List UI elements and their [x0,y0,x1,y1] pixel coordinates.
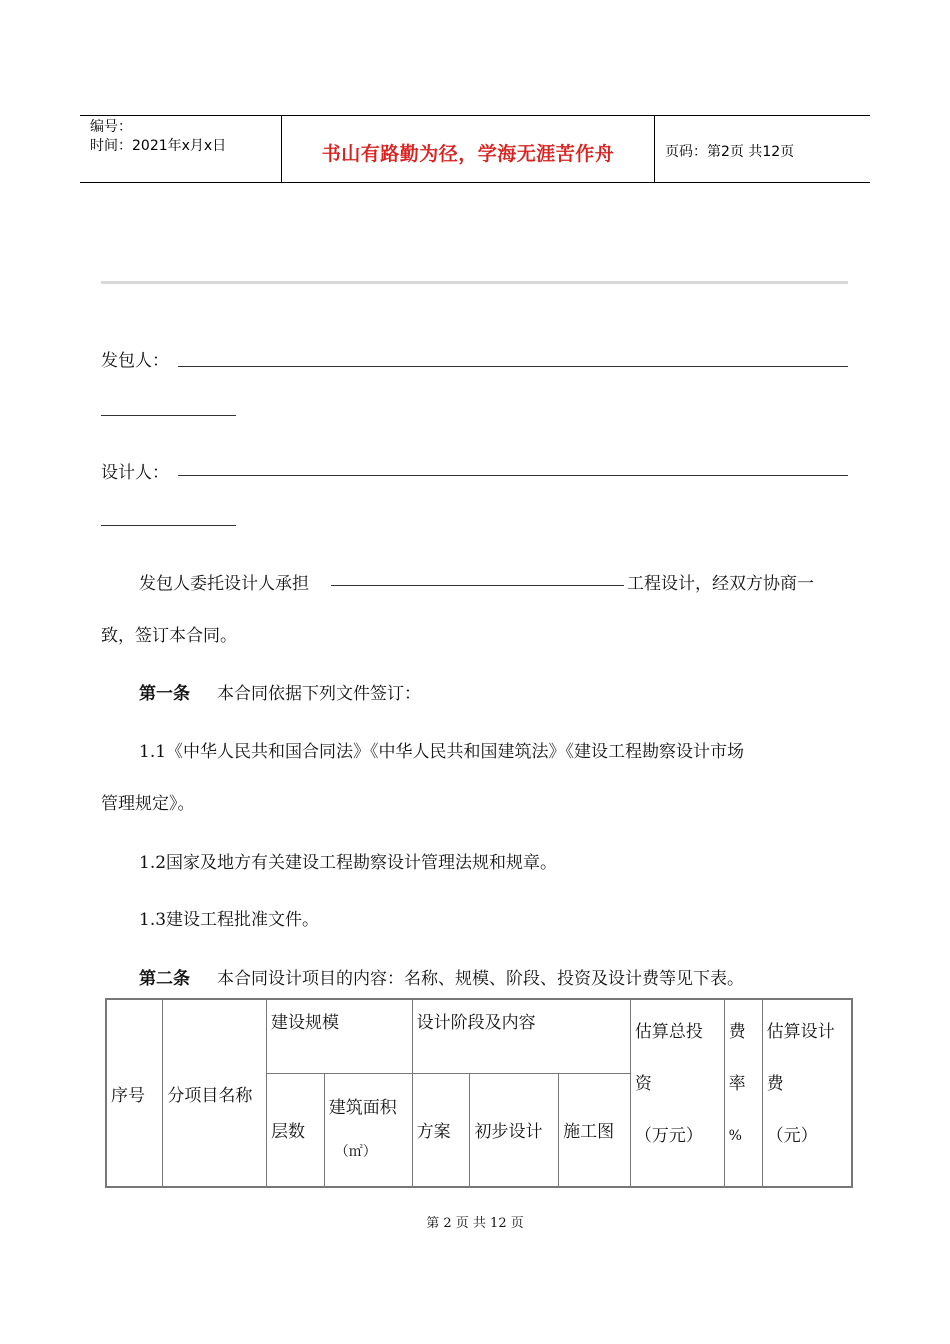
header-top-rule [80,115,870,116]
investment-line3: （万元） [634,1126,703,1146]
article1-item2: 1.2国家及地方有关建设工程勘察设计管理法规和规章。 [139,853,558,873]
article1-item3: 1.3建设工程批准文件。 [139,910,320,930]
table-header-scheme: 方案 [412,1073,470,1187]
document-number-label: 编号： [90,119,132,135]
table-header-rate [724,999,762,1187]
table-header-fee [762,999,852,1187]
table-header-area [324,1073,412,1187]
table-header-row-1 [106,999,852,1073]
client-label: 发包人： [101,351,169,371]
intro-text-post: 工程设计，经双方协商一 [627,574,814,594]
header-divider-right [654,115,655,183]
document-date-label: 时间：2021年x月x日 [90,138,227,154]
header-meta [90,118,226,156]
separator-rule [101,281,848,284]
article1-title: 第一条 [139,684,190,704]
table-header-prelim: 初步设计 [470,1073,559,1187]
area-unit: （㎡） [334,1143,377,1160]
fee-line3: （元） [766,1126,818,1146]
table-header-floors: 层数 [266,1073,324,1187]
article2-title: 第二条 [139,969,190,989]
investment-line2: 资 [634,1074,652,1094]
project-table [105,998,853,1188]
fee-line2: 费 [766,1074,784,1094]
rate-line1: 费 [728,1022,746,1042]
table-header-stage: 设计阶段及内容 [412,999,630,1073]
intro-text-pre: 发包人委托设计人承担 [139,574,309,594]
article2-text: 本合同设计项目的内容：名称、规模、阶段、投资及设计费等见下表。 [217,969,744,989]
designer-blank-line-cont [101,525,236,526]
header-page-label: 页码：第2页 共12页 [665,144,795,160]
header-motto: 书山有路勤为径，学海无涯苦作舟 [321,143,615,165]
rate-line2: 率 [728,1074,746,1094]
table-header-seq: 序号 [106,999,163,1187]
client-blank-line [178,366,848,367]
header-bottom-rule [80,182,870,183]
article1-item1-line1: 1.1《中华人民共和国合同法》《中华人民共和国建筑法》《建设工程勘察设计市场 [139,742,745,762]
rate-line3: % [728,1128,742,1144]
table-header-scale: 建设规模 [266,999,412,1073]
investment-line1: 估算总投 [634,1022,703,1042]
article1-item1-line2: 管理规定》。 [101,794,195,814]
article1-text: 本合同依据下列文件签订： [217,684,421,704]
intro-text-line2: 致，签订本合同。 [101,626,237,646]
designer-blank-line [178,475,848,476]
fee-line1: 估算设计 [766,1022,835,1042]
area-label: 建筑面积 [328,1097,397,1118]
project-name-blank [331,585,624,586]
table-header-construction: 施工图 [559,1073,631,1187]
client-blank-line-cont [101,415,236,416]
table-header-item-name: 分项目名称 [163,999,267,1187]
table-header-investment [630,999,724,1187]
designer-label: 设计人： [101,463,169,483]
page-footer: 第 2 页 共 12 页 [426,1216,524,1231]
